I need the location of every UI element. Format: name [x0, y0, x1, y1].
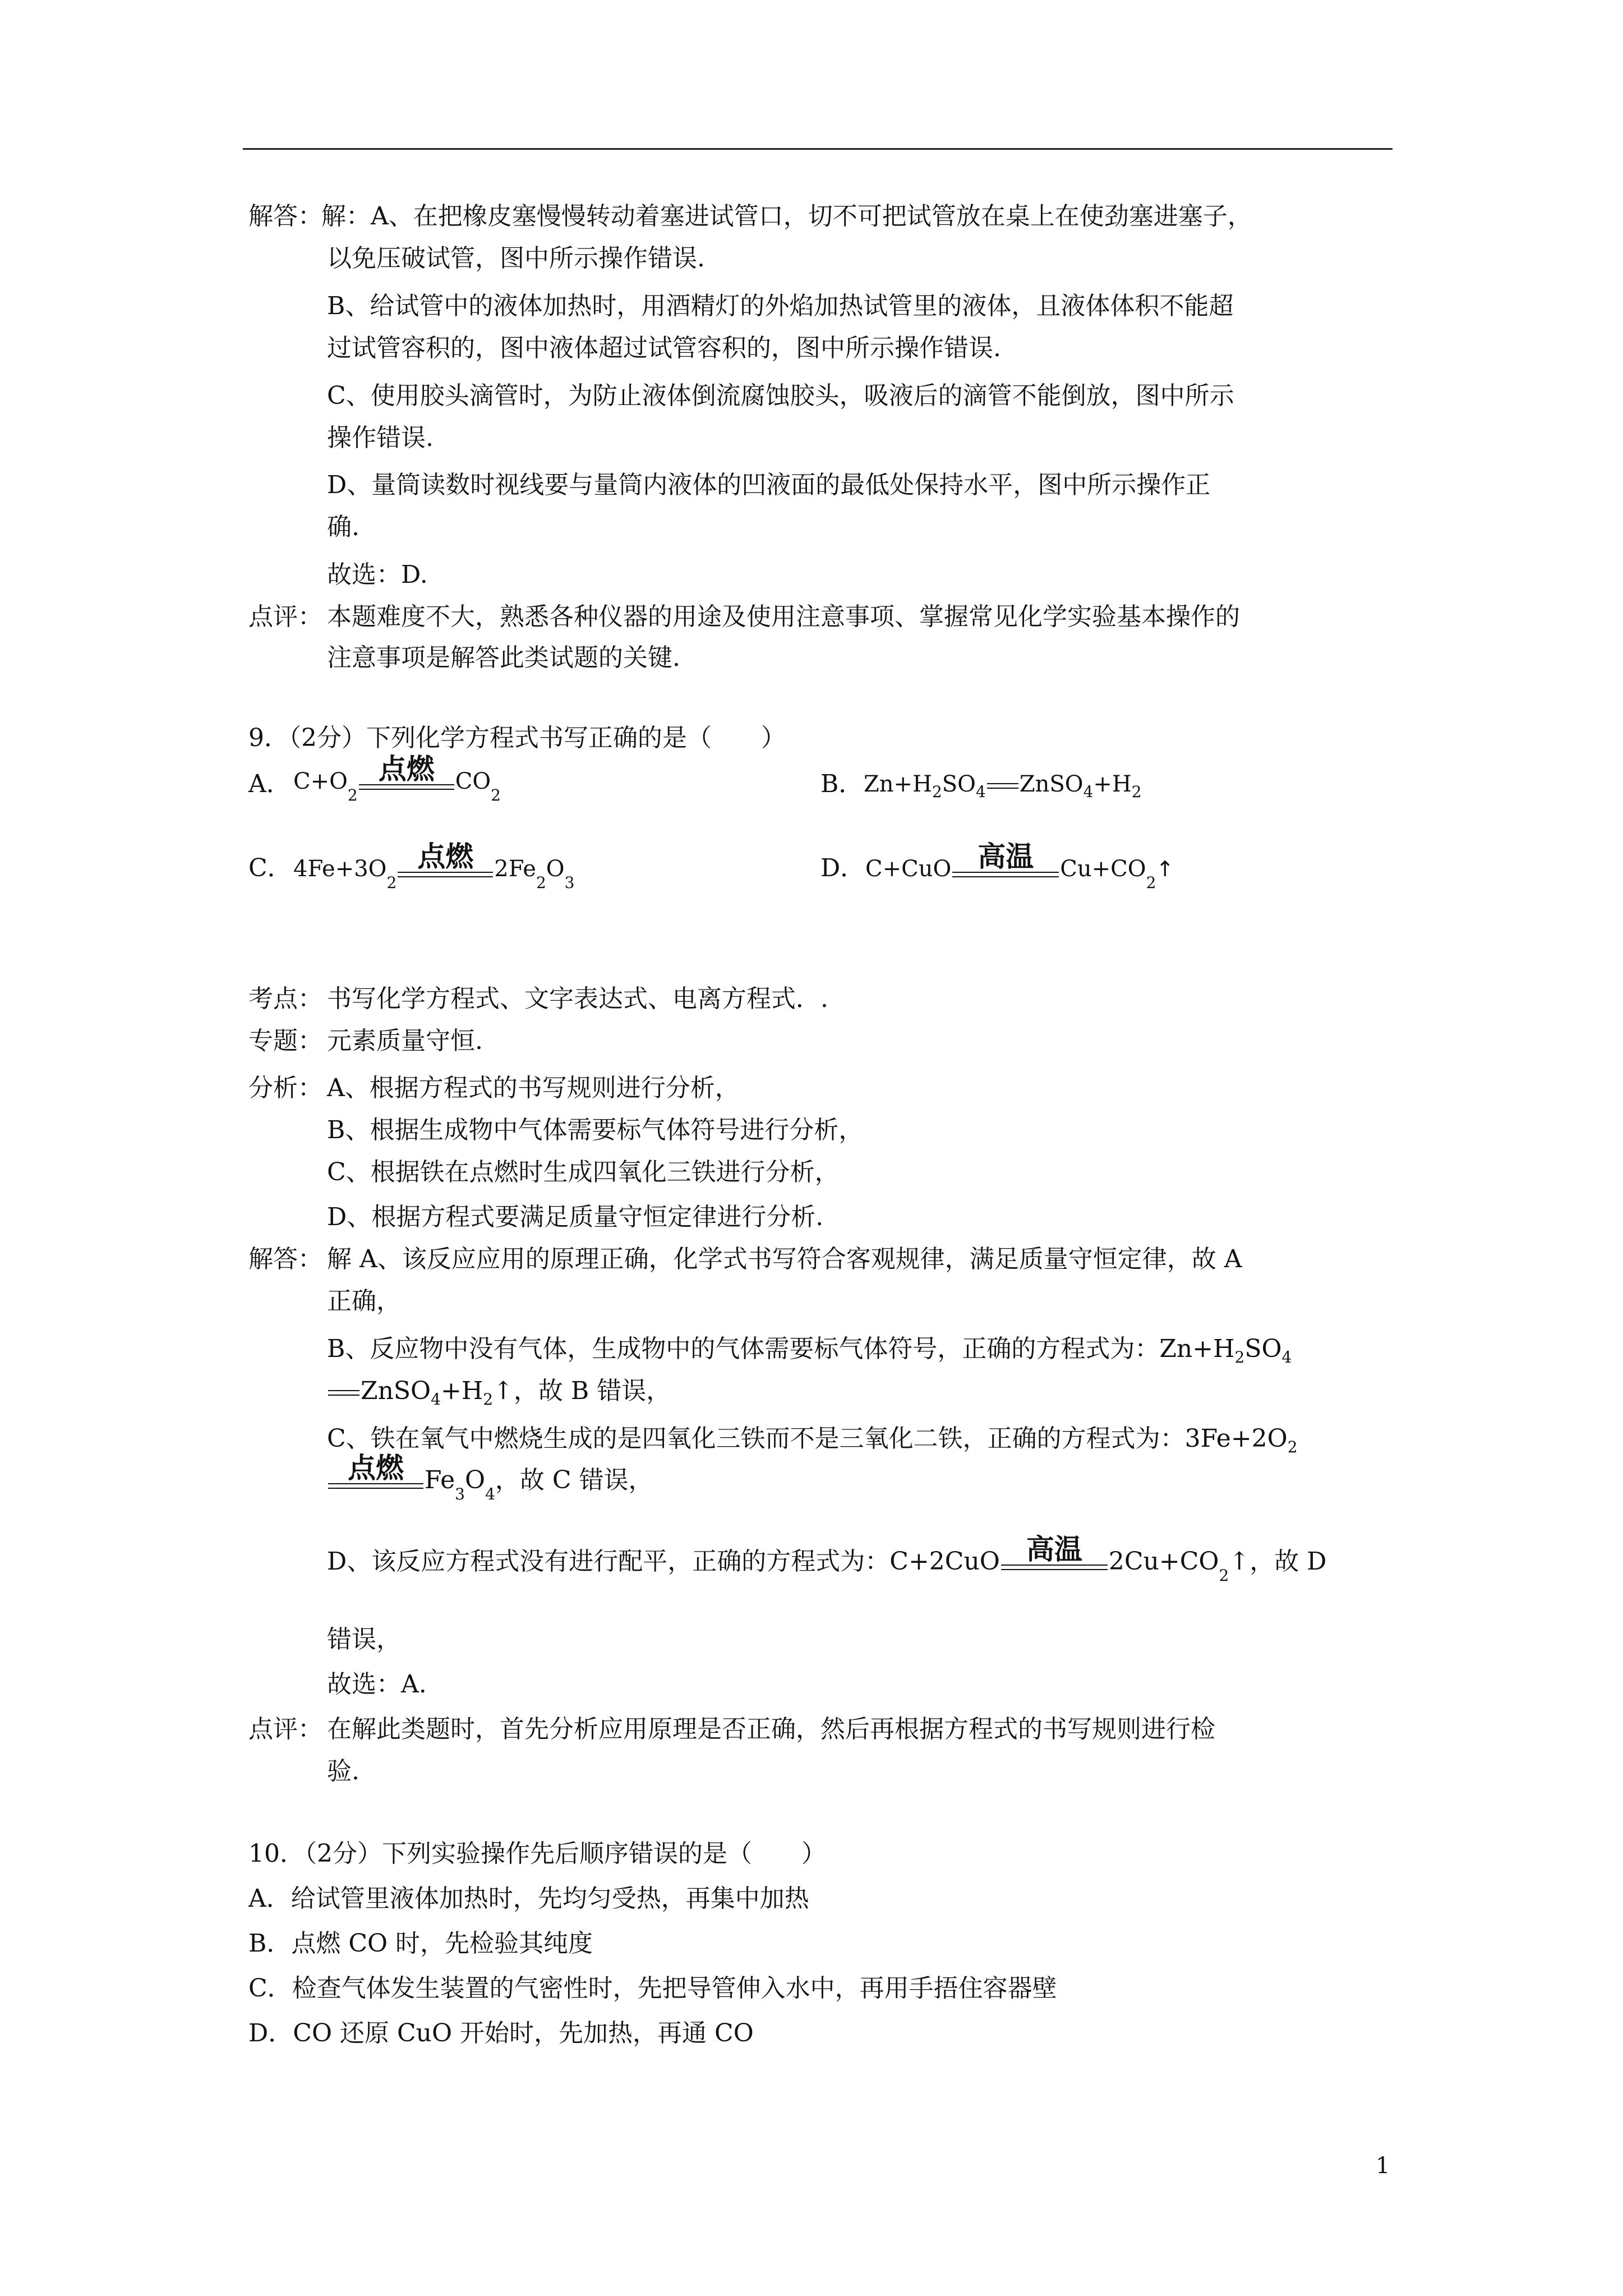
- q10-option-c: C．检查气体发生装置的气密性时，先把导管伸入水中，再用手捂住容器壁: [248, 1974, 1057, 2003]
- equation-term: Cu+CO: [1060, 856, 1146, 882]
- text-run: ↑，故 D: [1229, 1547, 1327, 1576]
- text-run: SO: [1244, 1335, 1282, 1363]
- q9-jieda-d-line: D、该反应方程式没有进行配平，正确的方程式为：C+2CuO 高温 2Cu+CO 2 ↑，故 D: [327, 1533, 1327, 1585]
- subscript: 4: [1281, 1348, 1292, 1366]
- q9-kaodian-label: 考点：: [248, 984, 322, 1013]
- subscript: 4: [1083, 783, 1094, 801]
- q9-fenxi-line: D、根据方程式要满足质量守恒定律进行分析.: [327, 1203, 824, 1231]
- text-run: ZnSO: [361, 1377, 431, 1405]
- subscript: 4: [975, 783, 986, 801]
- q8-comment-line: 本题难度不大，熟悉各种仪器的用途及使用注意事项、掌握常见化学实验基本操作的: [327, 602, 1240, 631]
- q8-solution-line: 以免压破试管，图中所示操作错误.: [327, 244, 705, 273]
- q9-jieda-c-line: [327, 1422, 1298, 1456]
- q9-fenxi-line: A、根据方程式的书写规则进行分析，: [327, 1074, 740, 1102]
- page-number: 1: [1376, 2153, 1390, 2179]
- q9-jieda-d-line2: 错误，: [327, 1625, 401, 1654]
- q10-stem: 10．（2分）下列实验操作先后顺序错误的是（ ）: [248, 1839, 826, 1868]
- text-run: ↑，故 B 错误，: [493, 1377, 671, 1405]
- q9-option-c-label: C．: [248, 854, 292, 882]
- q9-option-b-label: B．: [820, 770, 864, 798]
- q9-option-a-label: A．: [248, 770, 291, 798]
- q8-solution-line: 确.: [327, 513, 359, 541]
- q9-jieda-b-line2: [327, 1374, 671, 1408]
- q9-option-b-equation: [864, 770, 1142, 801]
- equation-term: +H: [1093, 771, 1132, 797]
- condition-label: 高温: [978, 840, 1034, 873]
- subscript: 2: [1287, 1438, 1298, 1456]
- q9-jieda-label: 解答：: [248, 1245, 322, 1273]
- equation-term: O: [546, 856, 565, 882]
- text-run: C、铁在氧气中燃烧生成的是四氧化三铁而不是三氧化二铁，正确的方程式为：3Fe+2O: [327, 1424, 1288, 1453]
- equation-term: ZnSO: [1019, 771, 1083, 797]
- q8-solution-line: B、给试管中的液体加热时，用酒精灯的外焰加热试管里的液体，且液体体积不能超: [327, 292, 1234, 320]
- double-line: [987, 783, 1018, 789]
- condition-equals: [952, 841, 1059, 883]
- q9-jieda-line: 正确，: [327, 1287, 401, 1315]
- equation-term: C+O: [293, 769, 348, 794]
- double-line: [359, 784, 454, 790]
- q10-option-d: D．CO 还原 CuO 开始时，先加热，再通 CO: [248, 2019, 754, 2047]
- double-line: [398, 872, 493, 877]
- q10-option-b: B．点燃 CO 时，先检验其纯度: [248, 1929, 593, 1958]
- equation-term: C+CuO: [865, 856, 952, 882]
- subscript: 2: [1234, 1348, 1245, 1366]
- q9-dianping-line: 验.: [327, 1757, 359, 1786]
- q9-option-a-equation: C+O 2 点燃 CO 2: [293, 753, 501, 804]
- text-run: O: [465, 1466, 486, 1494]
- q8-solution-line: 操作错误.: [327, 424, 434, 452]
- condition-equals: [328, 1453, 423, 1494]
- q9-fenxi-line: B、根据生成物中气体需要标气体符号进行分析，: [327, 1116, 864, 1144]
- q9-jieda-b-line: [327, 1332, 1292, 1366]
- equation-term: SO: [942, 771, 976, 797]
- q9-answer: 故选：A.: [327, 1670, 427, 1699]
- condition-equals: [359, 754, 454, 795]
- q9-jieda-c-line2: 点燃 Fe 3 O 4 ，故 C 错误，: [327, 1453, 653, 1494]
- equation-term: 4Fe+3O: [293, 856, 387, 882]
- text-run: D、该反应方程式没有进行配平，正确的方程式为：C+2CuO: [327, 1547, 1000, 1576]
- equation-term: Zn+H: [864, 771, 932, 797]
- double-line: [952, 872, 1059, 877]
- condition-label: 高温: [1026, 1533, 1082, 1566]
- q8-solution-line: 过试管容积的，图中液体超过试管容积的，图中所示操作错误.: [327, 334, 1001, 362]
- condition-equals: [1001, 1534, 1108, 1576]
- condition-equals: [398, 841, 493, 883]
- header-rule: [243, 148, 1393, 150]
- text-run: ，故 C 错误，: [495, 1466, 653, 1494]
- equation-term: 2Fe: [494, 856, 536, 882]
- q8-answer: 故选：D.: [327, 560, 428, 589]
- q9-option-c-equation: 4Fe+3O 2 点燃 2Fe 2 O 3: [293, 840, 575, 892]
- q9-zhuanti-label: 专题：: [248, 1027, 322, 1055]
- q9-fenxi-label: 分析：: [248, 1074, 322, 1102]
- subscript: 2: [932, 783, 942, 801]
- condition-label: 点燃: [417, 840, 474, 873]
- equation-term: CO: [455, 769, 491, 794]
- q8-comment-line: 注意事项是解答此类试题的关键.: [327, 643, 680, 672]
- double-line: [328, 1390, 359, 1396]
- q9-dianping-line: 在解此类题时，首先分析应用原理是否正确，然后再根据方程式的书写规则进行检: [327, 1715, 1215, 1743]
- q9-jieda-line: 解 A、该反应应用的原理正确，化学式书写符合客观规律，满足质量守恒定律，故 A: [327, 1245, 1242, 1273]
- q9-kaodian: 书写化学方程式、文字表达式、电离方程式．.: [327, 984, 828, 1013]
- double-line: [1001, 1565, 1108, 1570]
- gas-arrow-icon: ↑: [1156, 857, 1174, 881]
- q9-stem: 9．（2分）下列化学方程式书写正确的是（ ）: [248, 724, 786, 752]
- condition-label: 点燃: [348, 1452, 404, 1484]
- q10-option-a: A．给试管里液体加热时，先均匀受热，再集中加热: [248, 1884, 809, 1913]
- q8-solution-line: D、量筒读数时视线要与量筒内液体的凹液面的最低处保持水平，图中所示操作正: [327, 471, 1211, 499]
- q8-solution-line: 解：A、在把橡皮塞慢慢转动着塞进试管口，切不可把试管放在桌上在使劲塞进塞子，: [321, 202, 1252, 231]
- q9-zhuanti: 元素质量守恒.: [327, 1027, 483, 1055]
- subscript: 2: [483, 1390, 494, 1409]
- q8-jieda-label: 解答：: [248, 202, 322, 231]
- double-line: [328, 1483, 423, 1489]
- subscript: 4: [431, 1390, 441, 1409]
- condition-label: 点燃: [378, 753, 435, 785]
- q9-option-d-label: D．: [820, 854, 865, 882]
- q8-dianping-label: 点评：: [248, 602, 322, 631]
- q9-dianping-label: 点评：: [248, 1715, 322, 1743]
- subscript: 2: [1131, 783, 1142, 801]
- text-run: +H: [440, 1377, 483, 1405]
- q9-fenxi-line: C、根据铁在点燃时生成四氧化三铁进行分析，: [327, 1158, 840, 1186]
- text-run: 2Cu+CO: [1108, 1547, 1219, 1576]
- text-run: B、反应物中没有气体，生成物中的气体需要标气体符号，正确的方程式为：Zn+H: [327, 1335, 1235, 1363]
- text-run: Fe: [425, 1466, 455, 1494]
- q9-option-d-equation: C+CuO 高温 Cu+CO 2 ↑: [865, 840, 1174, 892]
- q8-solution-line: C、使用胶头滴管时，为防止液体倒流腐蚀胶头，吸液后的滴管不能倒放，图中所示: [327, 381, 1234, 410]
